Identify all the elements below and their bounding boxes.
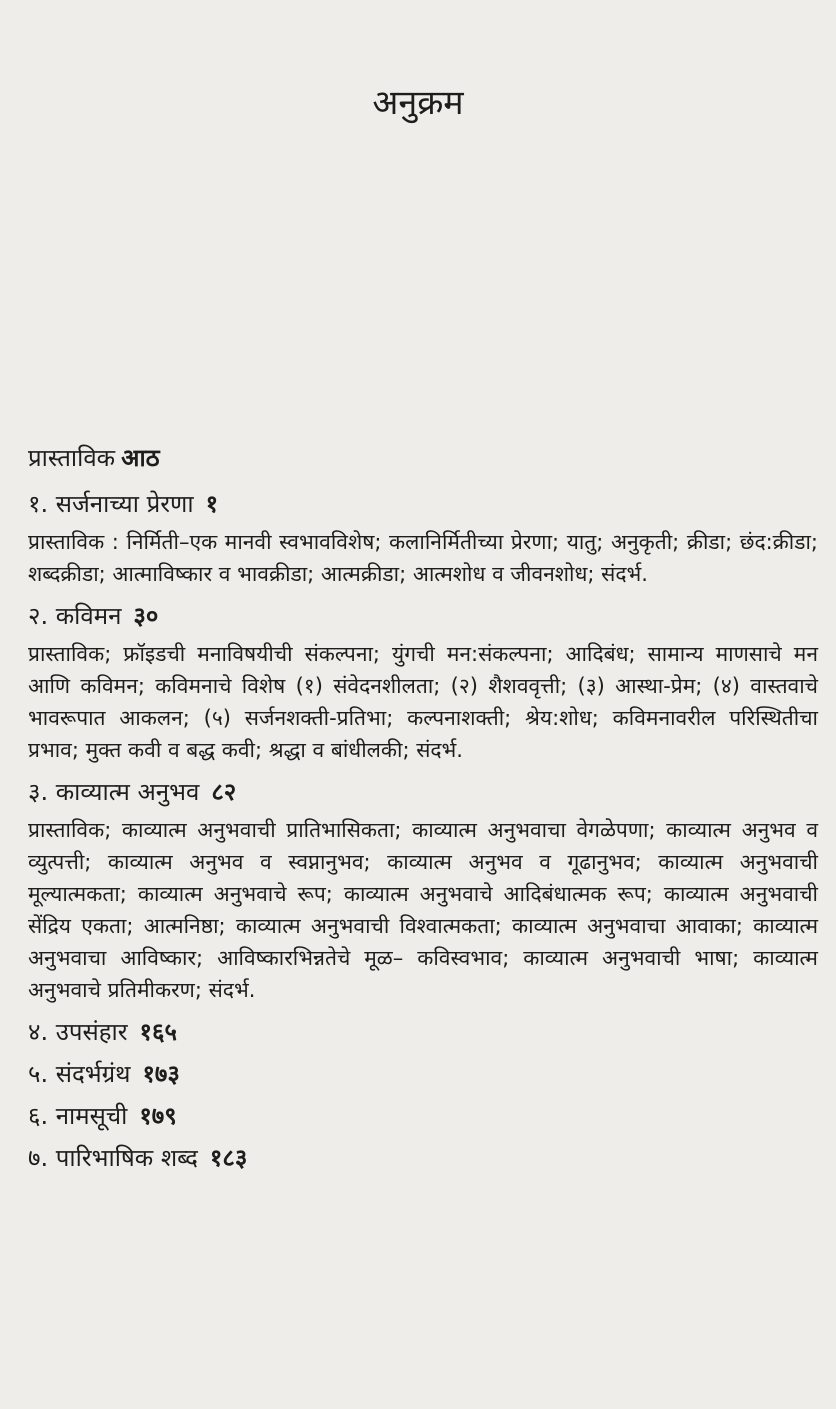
entry-label: ६. नामसूची	[28, 1102, 128, 1130]
page-number: १७३	[142, 1060, 180, 1088]
contents-entry-chapter-2	[28, 598, 818, 766]
page-title: अनुक्रम	[372, 83, 464, 123]
page-number: ८२	[211, 778, 237, 806]
contents-entry-chapter-3	[28, 774, 818, 1006]
entry-summary: प्रास्ताविक : निर्मिती–एक मानवी स्वभावविशेष; कलानिर्मितीच्या प्रेरणा; यातु; अनुकृती; क्रीडा; छंद:क्रीडा; शब्दक्रीडा; आत्माविष्कार व भावक्रीडा; आत्मक्रीडा; आत्मशोध व जीवनशोध; संदर्भ.	[28, 530, 818, 586]
entry-label: ५. संदर्भग्रंथ	[28, 1060, 131, 1088]
page-number: १७९	[139, 1102, 177, 1130]
contents-list	[28, 440, 818, 1182]
entry-heading	[28, 1098, 818, 1134]
page-number: १८३	[209, 1144, 248, 1172]
entry-heading	[28, 486, 818, 522]
entry-label: ४. उपसंहार	[28, 1018, 128, 1046]
page-number: ३०	[133, 602, 159, 630]
entry-label: १. सर्जनाच्या प्रेरणा	[28, 490, 194, 518]
entry-heading	[28, 1014, 818, 1050]
entry-heading	[28, 440, 818, 476]
contents-entry-chapter-5	[28, 1056, 818, 1092]
entry-label: २. कविमन	[28, 602, 122, 630]
page-number: १६५	[139, 1018, 177, 1046]
contents-entry-chapter-4	[28, 1014, 818, 1050]
entry-heading	[28, 774, 818, 810]
contents-entry-chapter-1	[28, 486, 818, 590]
contents-entry-chapter-7	[28, 1140, 818, 1176]
page-number: आठ	[121, 444, 160, 472]
contents-entry-chapter-6	[28, 1098, 818, 1134]
entry-heading	[28, 598, 818, 634]
entry-heading	[28, 1056, 818, 1092]
entry-label: ७. पारिभाषिक शब्द	[28, 1144, 198, 1172]
contents-entry-preface	[28, 440, 818, 476]
entry-label: ३. काव्यात्म अनुभव	[28, 778, 200, 806]
entry-summary: प्रास्ताविक; काव्यात्म अनुभवाची प्रातिभासिकता; काव्यात्म अनुभवाचा वेगळेपणा; काव्यात्म अनुभव व व्युत्पत्ती; काव्यात्म अनुभव व स्वप्नानुभव; काव्यात्म अनुभव व गूढानुभव; काव्यात्म अनुभवाची मूल्यात्मकता; काव्यात्म अनुभवाचे रूप; काव्यात्म अनुभवाचे आदिबंधात्मक रूप; काव्यात्म अनुभवाची सेंद्रिय एकता; आत्मनिष्ठा; काव्यात्म अनुभवाची विश्वात्मकता; काव्यात्म अनुभवाचा आवाका; काव्यात्म अनुभवाचा आविष्कार; आविष्कारभिन्नतेचे मूळ– कविस्वभाव; काव्यात्म अनुभवाची भाषा; काव्यात्म अनुभवाचे प्रतिमीकरण; संदर्भ.	[28, 818, 818, 1002]
page-number: १	[205, 490, 219, 518]
entry-summary: प्रास्ताविक; फ्रॉइडची मनाविषयीची संकल्पना; युंगची मन:संकल्पना; आदिबंध; सामान्य माणसाचे मन आणि कविमन; कविमनाचे विशेष (१) संवेदनशीलता; (२) शैशववृत्ती; (३) आस्था-प्रेम; (४) वास्तवाचे भावरूपात आकलन; (५) सर्जनशक्ती-प्रतिभा; कल्पनाशक्ती; श्रेय:शोध; कविमनावरील परिस्थितीचा प्रभाव; मुक्त कवी व बद्ध कवी; श्रद्धा व बांधीलकी; संदर्भ.	[28, 642, 818, 762]
entry-heading	[28, 1140, 818, 1176]
entry-label: प्रास्ताविक	[28, 444, 116, 472]
